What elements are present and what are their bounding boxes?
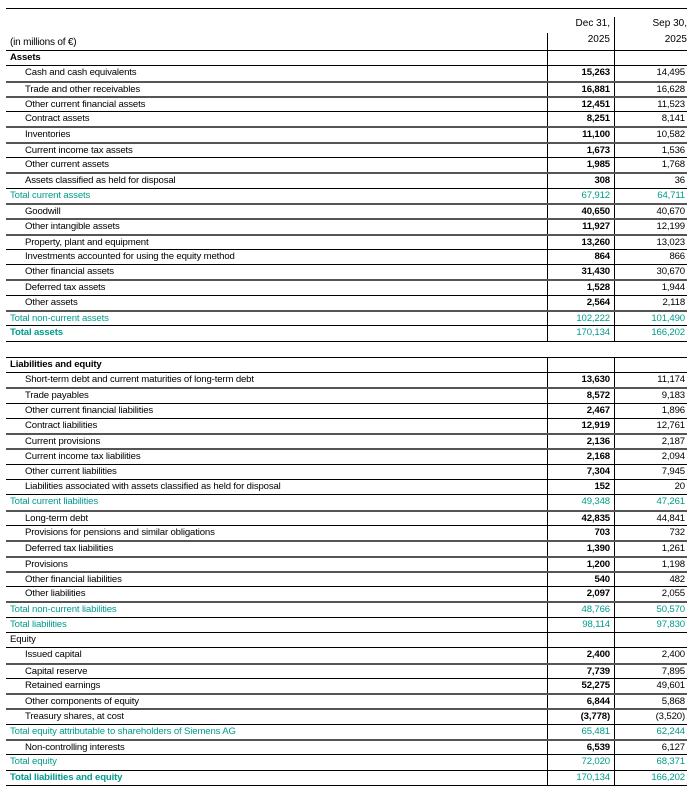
value-sep30: (3,520) [614, 710, 687, 723]
row-label: Other current assets [25, 159, 109, 171]
table-row [6, 556, 687, 571]
value-sep30: 2,187 [614, 435, 687, 448]
table-row [6, 234, 687, 249]
row-label: Trade payables [25, 390, 89, 402]
row-label: Issued capital [25, 649, 82, 661]
row-label: Total assets [10, 327, 63, 339]
row-label: Other financial liabilities [25, 573, 122, 585]
table-row [6, 708, 687, 723]
value-sep30: 2,055 [614, 587, 687, 601]
table-row [6, 693, 687, 708]
value-dec31: 15,263 [547, 66, 614, 80]
table-row [6, 403, 687, 418]
row-label: Other financial assets [25, 266, 114, 278]
value-sep30: 1,896 [614, 404, 687, 418]
value-dec31: 703 [547, 526, 614, 540]
column-header-line: 2025 [664, 34, 687, 45]
value-dec31: 13,260 [547, 236, 614, 249]
table-row [6, 571, 687, 586]
value-dec31: (3,778) [547, 710, 614, 723]
row-label: Other current financial liabilities [25, 404, 154, 416]
row-label: Total non-current liabilities [10, 604, 117, 616]
value-dec31: 2,564 [547, 296, 614, 310]
total-row [6, 325, 687, 340]
value-dec31: 1,200 [547, 558, 614, 571]
table-row [6, 479, 687, 494]
table-row [6, 249, 687, 264]
value-sep30: 36 [614, 174, 687, 187]
row-label: Investments accounted for using the equity method [25, 250, 235, 262]
value-dec31: 170,134 [547, 326, 614, 340]
row-label: Non-controlling interests [25, 742, 125, 754]
table-row [6, 647, 687, 662]
value-sep30: 14,495 [614, 66, 687, 80]
total-row [6, 754, 687, 769]
value-sep30: 9,183 [614, 389, 687, 402]
balance-sheet [6, 8, 687, 786]
table-row [6, 111, 687, 126]
value-sep30: 1,198 [614, 558, 687, 571]
section-title: Liabilities and equity [10, 358, 102, 370]
row-label: Property, plant and equipment [25, 236, 149, 248]
table-row [6, 372, 687, 387]
total-row [6, 494, 687, 509]
value-sep30: 866 [614, 250, 687, 264]
table-row [6, 218, 687, 233]
table-row [6, 632, 687, 647]
column-header-sep30 [614, 16, 687, 48]
liabilities-section [6, 357, 687, 785]
table-row [6, 678, 687, 693]
column-header-dec31 [547, 16, 610, 48]
value-dec31: 11,927 [547, 220, 614, 233]
row-label: Long-term debt [25, 512, 88, 524]
row-label: Other components of equity [25, 696, 139, 708]
value-dec31: 65,481 [547, 725, 614, 739]
table-row [6, 157, 687, 172]
value-sep30: 10,582 [614, 128, 687, 141]
value-sep30: 732 [614, 526, 687, 540]
value-sep30: 44,841 [614, 512, 687, 525]
empty-cell [547, 51, 614, 65]
value-dec31 [547, 633, 614, 647]
value-dec31: 48,766 [547, 603, 614, 616]
value-dec31: 67,912 [547, 189, 614, 203]
value-sep30: 11,523 [614, 98, 687, 111]
value-dec31: 7,304 [547, 465, 614, 479]
row-label: Current income tax liabilities [25, 451, 141, 463]
value-dec31: 12,919 [547, 419, 614, 433]
table-row [6, 264, 687, 279]
table-row [6, 464, 687, 479]
value-sep30: 11,174 [614, 373, 687, 387]
value-dec31: 1,528 [547, 281, 614, 294]
value-dec31: 7,739 [547, 665, 614, 678]
value-dec31: 170,134 [547, 771, 614, 785]
value-sep30: 1,261 [614, 542, 687, 555]
row-label: Provisions for pensions and similar obligations [25, 526, 215, 538]
value-dec31: 42,835 [547, 512, 614, 525]
value-sep30: 166,202 [614, 326, 687, 340]
value-dec31: 2,467 [547, 404, 614, 418]
value-dec31: 864 [547, 250, 614, 264]
value-sep30: 97,830 [614, 618, 687, 632]
row-label: Other current financial assets [25, 98, 146, 110]
value-sep30 [614, 633, 687, 647]
section-title-row [6, 50, 687, 65]
table-header [6, 9, 687, 50]
total-row [6, 770, 687, 785]
unit-label: (in millions of €) [10, 37, 77, 48]
value-dec31: 1,390 [547, 542, 614, 555]
value-sep30: 101,490 [614, 312, 687, 325]
value-dec31: 16,881 [547, 83, 614, 96]
row-label: Total equity attributable to shareholders of Siemens AG [10, 725, 236, 737]
table-row [6, 663, 687, 678]
empty-cell [614, 358, 687, 372]
total-row [6, 601, 687, 616]
value-sep30: 13,023 [614, 236, 687, 249]
value-dec31: 13,630 [547, 373, 614, 387]
row-label: Contract liabilities [25, 419, 98, 431]
row-label: Goodwill [25, 205, 61, 217]
section-gap [6, 342, 687, 357]
value-sep30: 8,141 [614, 112, 687, 126]
value-dec31: 2,097 [547, 587, 614, 601]
value-sep30: 7,895 [614, 665, 687, 678]
column-header-line: Dec 31, [575, 18, 610, 29]
table-row [6, 418, 687, 433]
table-row [6, 142, 687, 157]
value-sep30: 64,711 [614, 189, 687, 203]
row-label: Deferred tax liabilities [25, 543, 114, 555]
table-row [6, 739, 687, 754]
value-dec31: 2,400 [547, 648, 614, 662]
table-row [6, 433, 687, 448]
table-row [6, 387, 687, 402]
row-label: Total liabilities and equity [10, 771, 123, 783]
total-row [6, 617, 687, 632]
value-sep30: 5,868 [614, 695, 687, 708]
value-dec31: 1,673 [547, 144, 614, 157]
table-row [6, 126, 687, 141]
value-sep30: 482 [614, 573, 687, 586]
value-dec31: 8,572 [547, 389, 614, 402]
value-dec31: 6,844 [547, 695, 614, 708]
table-row [6, 586, 687, 601]
column-header-line: Sep 30, [652, 18, 687, 29]
table-row [6, 448, 687, 463]
row-label: Treasury shares, at cost [25, 711, 124, 723]
row-label: Other assets [25, 296, 78, 308]
value-sep30: 6,127 [614, 741, 687, 754]
row-label: Other current liabilities [25, 465, 117, 477]
table-row [6, 81, 687, 96]
empty-cell [614, 51, 687, 65]
section-title: Assets [10, 52, 41, 63]
row-label: Retained earnings [25, 679, 101, 691]
table-row [6, 203, 687, 218]
table-row [6, 295, 687, 310]
row-label: Total liabilities [10, 618, 67, 630]
value-dec31: 540 [547, 573, 614, 586]
value-dec31: 98,114 [547, 618, 614, 632]
table-row [6, 172, 687, 187]
value-dec31: 40,650 [547, 205, 614, 218]
row-label: Contract assets [25, 113, 90, 125]
value-sep30: 2,400 [614, 648, 687, 662]
empty-cell [547, 358, 614, 372]
column-header-line: 2025 [587, 34, 610, 45]
value-dec31: 8,251 [547, 112, 614, 126]
row-label: Current income tax assets [25, 144, 133, 156]
total-row [6, 724, 687, 739]
total-row [6, 188, 687, 203]
row-label: Current provisions [25, 436, 101, 448]
section-title-row [6, 357, 687, 372]
row-label: Total non-current assets [10, 313, 109, 325]
value-sep30: 47,261 [614, 495, 687, 509]
value-sep30: 12,199 [614, 220, 687, 233]
table-row [6, 279, 687, 294]
value-dec31: 2,168 [547, 450, 614, 463]
value-dec31: 31,430 [547, 265, 614, 279]
row-label: Inventories [25, 129, 71, 141]
value-sep30: 16,628 [614, 83, 687, 96]
table-row [6, 65, 687, 80]
row-label: Assets classified as held for disposal [25, 175, 176, 187]
section-rule [6, 785, 687, 786]
value-sep30: 50,570 [614, 603, 687, 616]
value-dec31: 308 [547, 174, 614, 187]
value-sep30: 2,118 [614, 296, 687, 310]
row-label: Total current assets [10, 189, 91, 201]
value-dec31: 52,275 [547, 679, 614, 693]
value-sep30: 1,944 [614, 281, 687, 294]
value-dec31: 12,451 [547, 98, 614, 111]
assets-section [6, 50, 687, 341]
row-label: Trade and other receivables [25, 83, 141, 95]
table-row [6, 525, 687, 540]
value-sep30: 1,536 [614, 144, 687, 157]
value-sep30: 62,244 [614, 725, 687, 739]
row-label: Total current liabilities [10, 496, 98, 508]
row-label: Cash and cash equivalents [25, 67, 137, 79]
row-label: Capital reserve [25, 665, 88, 677]
row-label: Other liabilities [25, 588, 86, 600]
row-label: Other intangible assets [25, 221, 120, 233]
value-dec31: 2,136 [547, 435, 614, 448]
value-dec31: 11,100 [547, 128, 614, 141]
table-row [6, 96, 687, 111]
table-row [6, 510, 687, 525]
value-sep30: 40,670 [614, 205, 687, 218]
row-label: Liabilities associated with assets classified as held for disposal [25, 481, 281, 493]
value-dec31: 1,985 [547, 158, 614, 172]
value-sep30: 30,670 [614, 265, 687, 279]
value-sep30: 166,202 [614, 771, 687, 785]
value-sep30: 12,761 [614, 419, 687, 433]
value-sep30: 20 [614, 480, 687, 494]
value-dec31: 49,348 [547, 495, 614, 509]
row-label: Total equity [10, 756, 57, 768]
value-sep30: 68,371 [614, 755, 687, 769]
table-row [6, 540, 687, 555]
value-dec31: 72,020 [547, 755, 614, 769]
total-row [6, 310, 687, 325]
value-dec31: 152 [547, 480, 614, 494]
value-sep30: 49,601 [614, 679, 687, 693]
row-label: Provisions [25, 558, 68, 570]
value-dec31: 6,539 [547, 741, 614, 754]
row-label: Short-term debt and current maturities of long-term debt [25, 373, 254, 385]
row-label: Equity [10, 633, 36, 645]
value-sep30: 7,945 [614, 465, 687, 479]
value-dec31: 102,222 [547, 312, 614, 325]
value-sep30: 2,094 [614, 450, 687, 463]
row-label: Deferred tax assets [25, 282, 106, 294]
value-sep30: 1,768 [614, 158, 687, 172]
